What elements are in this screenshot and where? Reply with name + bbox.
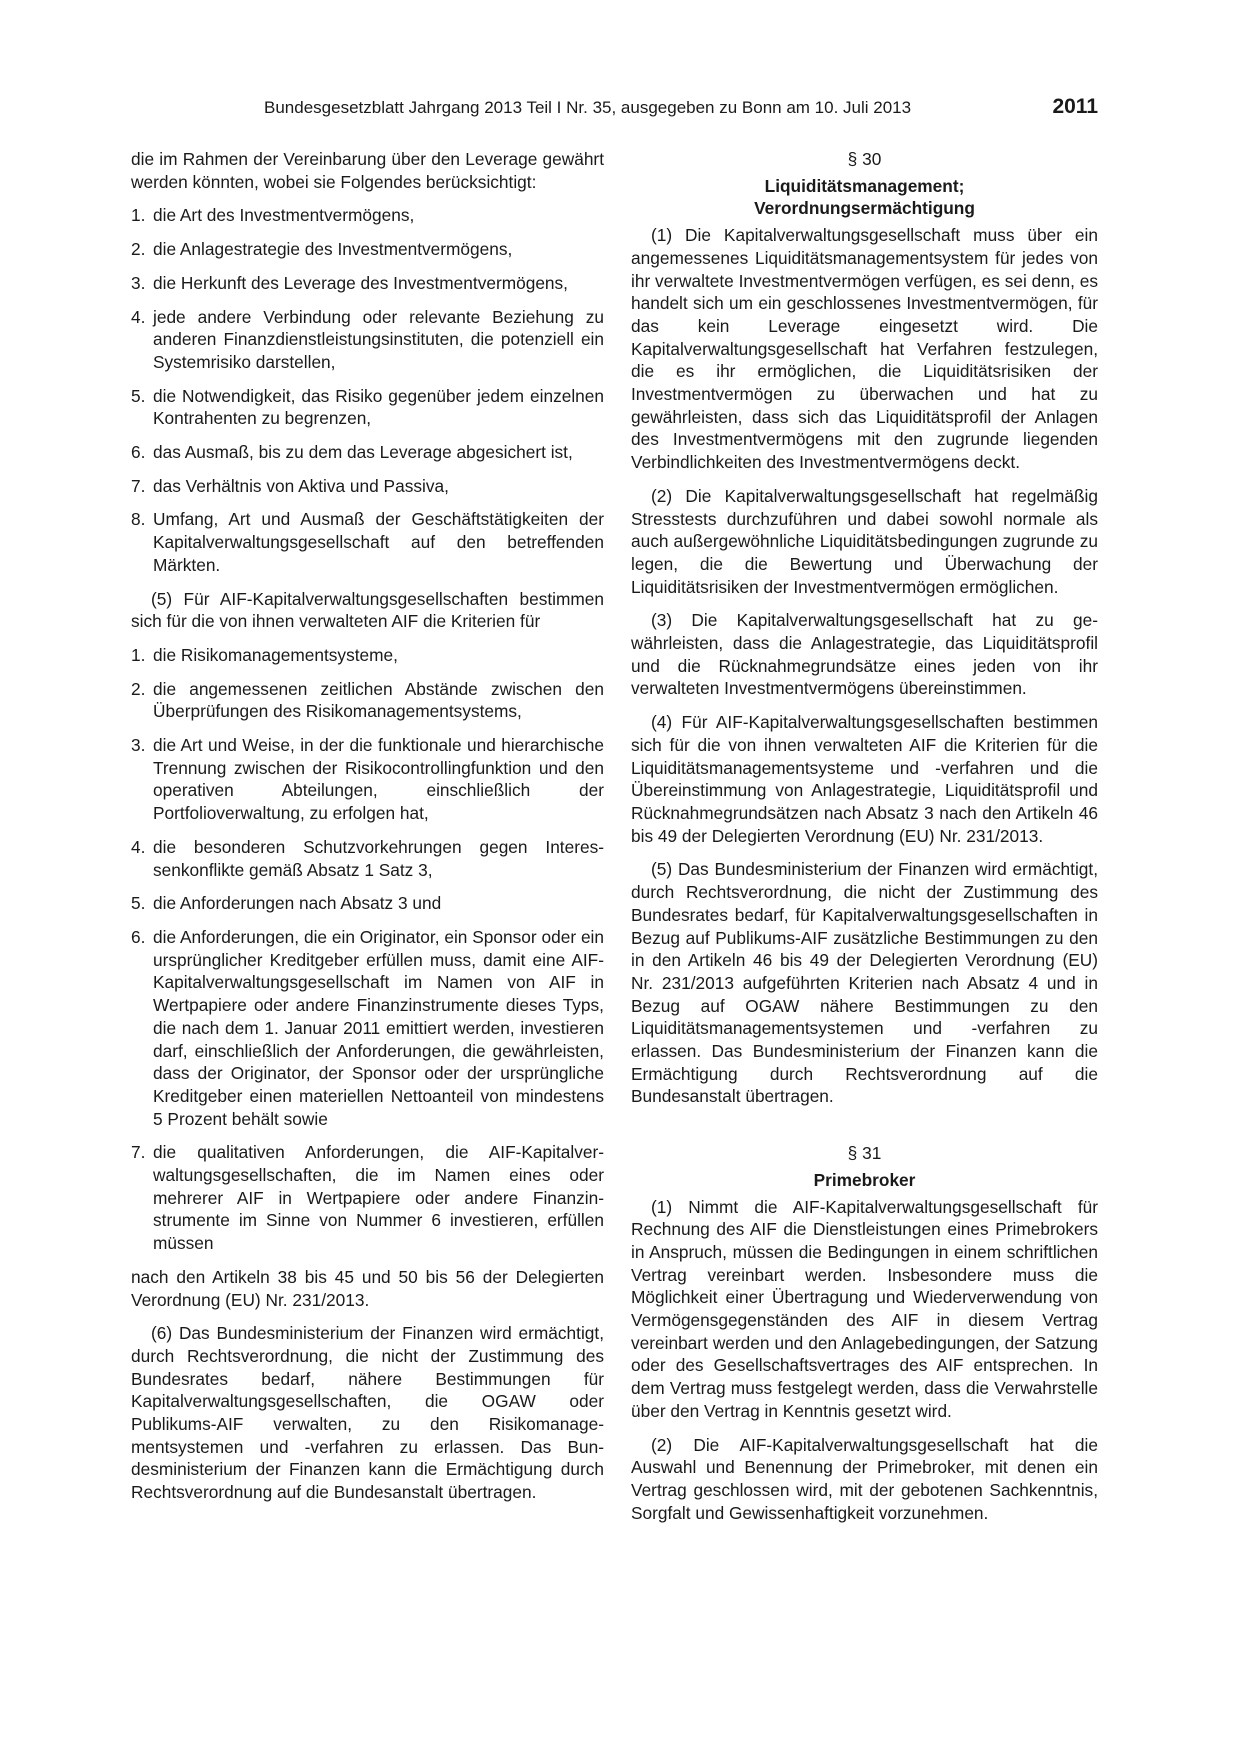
item-text: die Art des Investmentvermögens, [153, 205, 415, 226]
item-number: 2. [131, 678, 146, 699]
item-text: das Verhältnis von Aktiva und Passiva, [153, 475, 449, 496]
item-text: die besonderen Schutzvorkehrungen gegen Interessenkonflikte gemäß Absatz 1 Satz 3, [153, 836, 604, 880]
list-item [131, 475, 604, 498]
item-number: 1. [131, 205, 146, 226]
section-title: Primebroker [813, 1169, 916, 1190]
section-paragraph: (2) Die AIF-Kapitalverwaltungsgesellschaft hat die Auswahl und Benennung der Primebroker, mit denen ein Vertrag geschlossen wird, mit der gebotenen Sachkenntnis, Sorgfalt und Gewissenhaftigkeit vorzunehmen. [631, 1434, 1098, 1523]
item-number: 5. [131, 385, 146, 406]
item-number: 2. [131, 239, 146, 260]
section-title: Liquiditätsmanagement; [764, 175, 965, 196]
item-number: 1. [131, 644, 146, 665]
list-item [131, 892, 604, 915]
item-text: die Anforderungen, die ein Originator, ein Sponsor oder ein ursprünglicher Kreditgeber erfüllen muss, damit eine AIF-Kapitalverwaltungsgesellschaft im Namen von AIF in Wertpapiere oder andere Finanzinstrumente dieses Typs, die nach dem 1. Januar 2011 emittiert werden, investieren darf, einschließlich der Anforderungen, die gewährleisten, dass der Originator, der Sponsor oder der ursprüngliche Kreditgeber einen materiellen Nettoanteil von mindestens 5 Prozent behält sowie [153, 926, 604, 1129]
closing-text: nach den Artikeln 38 bis 45 und 50 bis 56 der Delegierten Verordnung (EU) Nr. 231/2013. [131, 1266, 604, 1310]
item-text: die Art und Weise, in der die funktionale und hierarchische Trennung zwischen der Risikocontrollingfunktion und den operativen Abteilungen, einschließlich der Portfolioverwaltung, zu erfolgen hat, [153, 735, 604, 824]
list-item [131, 441, 604, 464]
left-column [131, 148, 604, 1504]
intro-text: die im Rahmen der Vereinbarung über den Leverage gewährt werden könnten, wobei sie Folgendes berücksichtigt: [131, 149, 604, 192]
item-number: 7. [131, 1142, 146, 1163]
list-item [131, 926, 604, 1130]
paragraph-6: (6) Das Bundesministerium der Finanzen wird ermächtigt, durch Rechtsverordnung, die nicht der Zustimmung des Bundesrates bedarf, nähere Bestimmungen für Kapitalverwaltungsgesellschaften, die OGAW oder Publikums-AIF verwalten, zu den Risikomanagementsystemen und -verfahren zu erlassen. Das Bundesministerium der Finanzen kann die Ermächtigung durch Rechtsverordnung auf die Bundesanstalt übertragen. [131, 1323, 604, 1503]
item-text: Umfang, Art und Ausmaß der Geschäftstätigkeiten der Kapitalverwaltungsgesellschaft auf den betreffenden Märkten. [153, 509, 604, 575]
item-text: die Anforderungen nach Absatz 3 und [153, 893, 442, 914]
section-paragraph: (1) Nimmt die AIF-Kapitalverwaltungsgesellschaft für Rechnung des AIF die Dienstleistungen eines Primebrokers in Anspruch, müssen die Bedingungen in einem schriftlichen Vertrag vereinbart werden. Insbesondere muss die Möglichkeit einer Übertragung und Wiederverwendung von Vermögensgegenständen des AIF in diesem Vertrag vereinbart werden und den Anlagebedingungen, der Satzung oder des Gesellschaftsvertrages des AIF entsprechen. In dem Vertrag muss festgelegt werden, dass die Verwahrstelle über den Vertrag in Kenntnis gesetzt wird. [631, 1196, 1098, 1421]
criteria-list [131, 204, 604, 576]
page-number: 2011 [1052, 95, 1098, 118]
item-text: jede andere Verbindung oder relevante Beziehung zu anderen Finanzdienstleistungsinstituten, die potenziell ein Systemrisiko darstellen, [153, 306, 604, 372]
list-item [131, 508, 604, 576]
item-number: 7. [131, 475, 146, 496]
list-item [131, 204, 604, 227]
item-number: 6. [131, 926, 146, 947]
item-number: 5. [131, 893, 146, 914]
item-text: die Anlagestrategie des Investmentvermögens, [153, 239, 513, 260]
paragraph-5: (5) Für AIF-Kapitalverwaltungsgesellschaften bestimmen sich für die von ihnen verwalteten AIF die Kriterien für [131, 588, 604, 632]
section-paragraph: (5) Das Bundesministerium der Finanzen wird ermächtigt, durch Rechtsverordnung, die nicht der Zustimmung des Bundesrates bedarf, für Kapitalverwaltungsgesellschaften in Bezug auf Publikums-AIF zusätzliche Bestimmungen zu den in den Artikeln 46 bis 49 der Delegierten Verordnung (EU) Nr. 231/2013 aufgeführten Kriterien nach Absatz 4 und in Bezug auf OGAW nähere Bestimmungen zu den Liquiditätsmanagementsystemen und -verfahren zu erlassen. Das Bundesministerium der Finanzen kann die Ermächtigung durch Rechtsverordnung auf die Bundesanstalt übertragen. [631, 859, 1098, 1107]
section-30 [631, 148, 1098, 1108]
list-item [131, 1141, 604, 1255]
section-number: § 30 [847, 149, 882, 169]
section-spacer [631, 1108, 1098, 1142]
item-text: die angemessenen zeitlichen Abstände zwischen den Überprüfungen des Risikomanagementsystems, [153, 678, 604, 722]
item-text: die qualitativen Anforderungen, die AIF-Kapitalverwaltungsgesellschaften, die im Namen eines oder mehrerer AIF in Wertpapiere oder andere Finanzinstrumente im Sinne von Nummer 6 investieren, erfüllen müssen [153, 1142, 604, 1254]
item-number: 8. [131, 509, 146, 530]
section-title: Verordnungsermächtigung [754, 198, 975, 219]
list-item [131, 385, 604, 430]
list-item [131, 644, 604, 667]
item-number: 3. [131, 272, 146, 293]
item-number: 6. [131, 442, 146, 463]
section-paragraph: (1) Die Kapitalverwaltungsgesellschaft muss über ein angemessenes Liquiditätsmanagementsystem für jedes von ihr verwaltete Investmentvermögen verfügen, es sei denn, es handelt sich um ein geschlossenes Investmentvermögen, für das kein Leverage eingesetzt wird. Die Kapitalverwaltungsgesellschaft hat Verfahren festzulegen, die es ihr ermöglichen, die Liquiditätsrisiken der Investmentvermögen zu überwachen und hat zu gewährleisten, dass sich das Liquiditätsprofil der Anlagen des Investmentvermögens mit den zugrunde liegenden Verbindlichkeiten des Investmentvermögens deckt. [631, 225, 1098, 473]
list-item [131, 238, 604, 261]
list-item [131, 272, 604, 295]
page-header [130, 95, 1098, 124]
running-title: Bundesgesetzblatt Jahrgang 2013 Teil I Nr. 35, ausgegeben zu Bonn am 10. Juli 2013 [264, 98, 912, 117]
item-number: 4. [131, 836, 146, 857]
item-text: die Herkunft des Leverage des Investmentvermögens, [153, 272, 568, 293]
item-text: die Risikomanagementsysteme, [153, 644, 398, 665]
section-paragraph: (2) Die Kapitalverwaltungsgesellschaft hat regelmäßig Stresstests durchzuführen und dabei sowohl normale als auch außergewöhnliche Liquiditätsbedingungen zugrunde zu legen, die die Bewertung und Überwachung der Liquiditätsrisiken der Investmentvermögen ermöglichen. [631, 485, 1098, 597]
criteria-list-aif [131, 644, 604, 1255]
list-item [131, 734, 604, 825]
section-number: § 31 [847, 1143, 882, 1164]
item-text: das Ausmaß, bis zu dem das Leverage abgesichert ist, [153, 442, 573, 463]
list-item [131, 836, 604, 881]
list-item [131, 306, 604, 374]
section-31 [631, 1142, 1098, 1524]
item-text: die Notwendigkeit, das Risiko gegenüber jedem einzelnen Kontrahenten zu begrenzen, [153, 385, 604, 429]
section-paragraph: (3) Die Kapitalverwaltungsgesellschaft hat zu gewährleisten, dass die Anlagestrategie, das Liquiditätsprofil und die Rücknahmegrundsätze eines jeden von ihr verwalteten Investmentvermögens übereinstimmen. [631, 610, 1098, 699]
right-column [631, 148, 1098, 1524]
section-paragraph: (4) Für AIF-Kapitalverwaltungsgesellschaften bestimmen sich für die von ihnen verwalteten AIF die Kriterien für die Liquiditätsmanagementsysteme und -verfahren und die Übereinstimmung von Anlagestrategie, Liquiditätsprofil und Rücknahmegrundsätzen nach Absatz 3 nach den Artikeln 46 bis 49 der Delegierten Verordnung (EU) Nr. 231/2013. [631, 712, 1098, 846]
list-item [131, 678, 604, 723]
item-number: 3. [131, 735, 146, 756]
item-number: 4. [131, 306, 146, 327]
